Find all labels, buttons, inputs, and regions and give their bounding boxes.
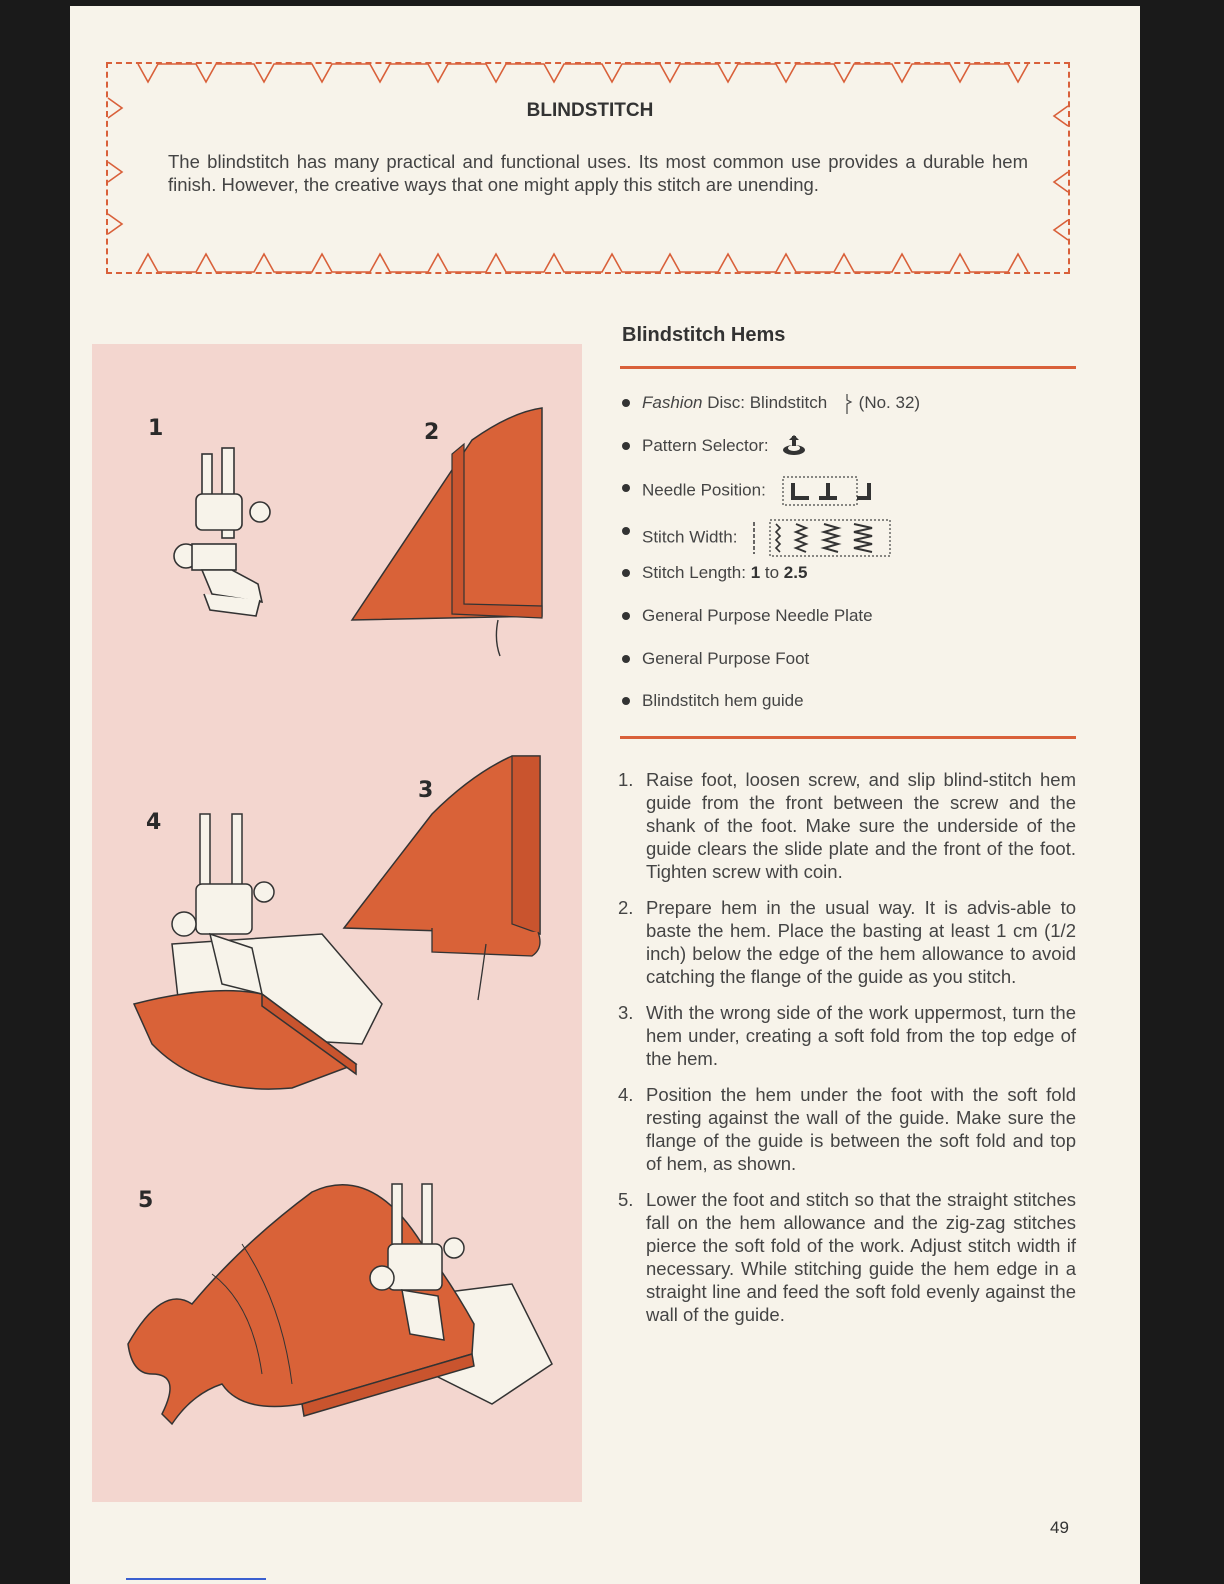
fashion-disc-label: Disc: Blindstitch (702, 393, 828, 412)
needle-plate-label: General Purpose Needle Plate (642, 605, 873, 625)
step-4 (618, 1083, 1076, 1175)
hem-guide-label: Blindstitch hem guide (642, 691, 804, 711)
step-2 (618, 896, 1076, 988)
fashion-label: Fashion (642, 393, 703, 412)
stitch-length-label: Stitch Length: (642, 563, 751, 583)
figure-label-3: 3 (418, 778, 434, 803)
step-number: 2. (618, 897, 634, 918)
garment-blindstitch-icon (128, 1184, 552, 1424)
manual-page (70, 6, 1140, 1584)
spec-stitch-length (622, 560, 1078, 603)
step-text: Prepare hem in the usual way. It is advis-able to baste the hem. Place the basting at least 1 cm (1/2 inch) below the edge of the hem allowance to avoid catching the flange of the guide as you stitch. (646, 897, 1076, 987)
blindstitch-symbol-icon (840, 393, 854, 415)
step-number: 4. (618, 1084, 634, 1105)
foot-label: General Purpose Foot (642, 648, 810, 668)
soft-fold-icon (344, 756, 540, 1000)
step-1 (618, 768, 1076, 883)
fashion-disc-number: (No. 32) (858, 393, 921, 412)
folded-hem-icon (352, 408, 542, 656)
stitch-length-to: to (760, 563, 784, 583)
zigzag-border-bottom-icon (108, 250, 1072, 276)
step-text: With the wrong side of the work uppermost, turn the hem under, creating a soft fold from the top edge of the hem. (646, 1002, 1076, 1069)
intro-title: BLINDSTITCH (526, 100, 654, 121)
stitch-length-min: 1 (750, 563, 761, 583)
spec-hem-guide (622, 688, 1078, 731)
step-text: Raise foot, loosen screw, and slip blind-stitch hem guide from the front between the screw and the shank of the foot. Make sure the underside of the guide clears the slide plate and the front of the foot. Tighten screw with coin. (646, 769, 1076, 882)
settings-list (622, 390, 1078, 731)
step-number: 3. (618, 1002, 634, 1023)
stitch-length-max: 2.5 (783, 563, 808, 583)
stitch-width-label: Stitch Width: (642, 527, 738, 547)
zigzag-border-top-icon (108, 60, 1072, 86)
sewing-illustrations-icon (92, 344, 582, 1502)
intro-box (106, 62, 1070, 274)
step-5 (618, 1188, 1076, 1326)
figure-label-1: 1 (148, 416, 164, 441)
spec-fashion-disc (622, 390, 1078, 433)
figure-label-5: 5 (138, 1188, 154, 1213)
presser-foot-guide-icon (174, 448, 270, 616)
step-text: Lower the foot and stitch so that the straight stitches fall on the hem allowance and the zig-zag stitches pierce the soft fold of the work. Adjust stitch width if necessary. While stitching guide the hem edge in a straight line and feed the soft fold evenly against the wall of the guide. (646, 1189, 1076, 1325)
needle-position-icon (779, 475, 889, 507)
page-number: 49 (1050, 1518, 1069, 1537)
spec-foot (622, 646, 1078, 689)
illustration-panel (92, 344, 582, 1502)
spec-needle-plate (622, 603, 1078, 646)
spec-pattern-selector (622, 433, 1078, 476)
instruction-steps (618, 768, 1076, 1339)
pattern-selector-label: Pattern Selector: (642, 435, 769, 455)
spec-needle-position (622, 475, 1078, 518)
spec-stitch-width (622, 518, 1078, 561)
needle-position-label: Needle Position: (642, 480, 766, 500)
section-rule-top (620, 366, 1076, 369)
pattern-selector-dial-icon (781, 435, 807, 457)
step-number: 1. (618, 769, 634, 790)
scan-mark (126, 1578, 266, 1580)
section-title: Blindstitch Hems (622, 324, 786, 346)
section-rule-bottom (620, 736, 1076, 739)
figure-label-2: 2 (424, 420, 440, 445)
intro-text: The blindstitch has many practical and functional uses. Its most common use provides a durable hem finish. However, the creative ways that one might apply this stitch are unending. (168, 151, 1028, 195)
figure-label-4: 4 (146, 810, 162, 835)
stitch-width-icon (750, 518, 900, 558)
step-3 (618, 1001, 1076, 1070)
machine-sewing-hem-icon (134, 814, 382, 1089)
step-text: Position the hem under the foot with the soft fold resting against the wall of the guide. Make sure the flange of the guide is between the soft fold and top of hem, as shown. (646, 1084, 1076, 1174)
step-number: 5. (618, 1189, 634, 1210)
